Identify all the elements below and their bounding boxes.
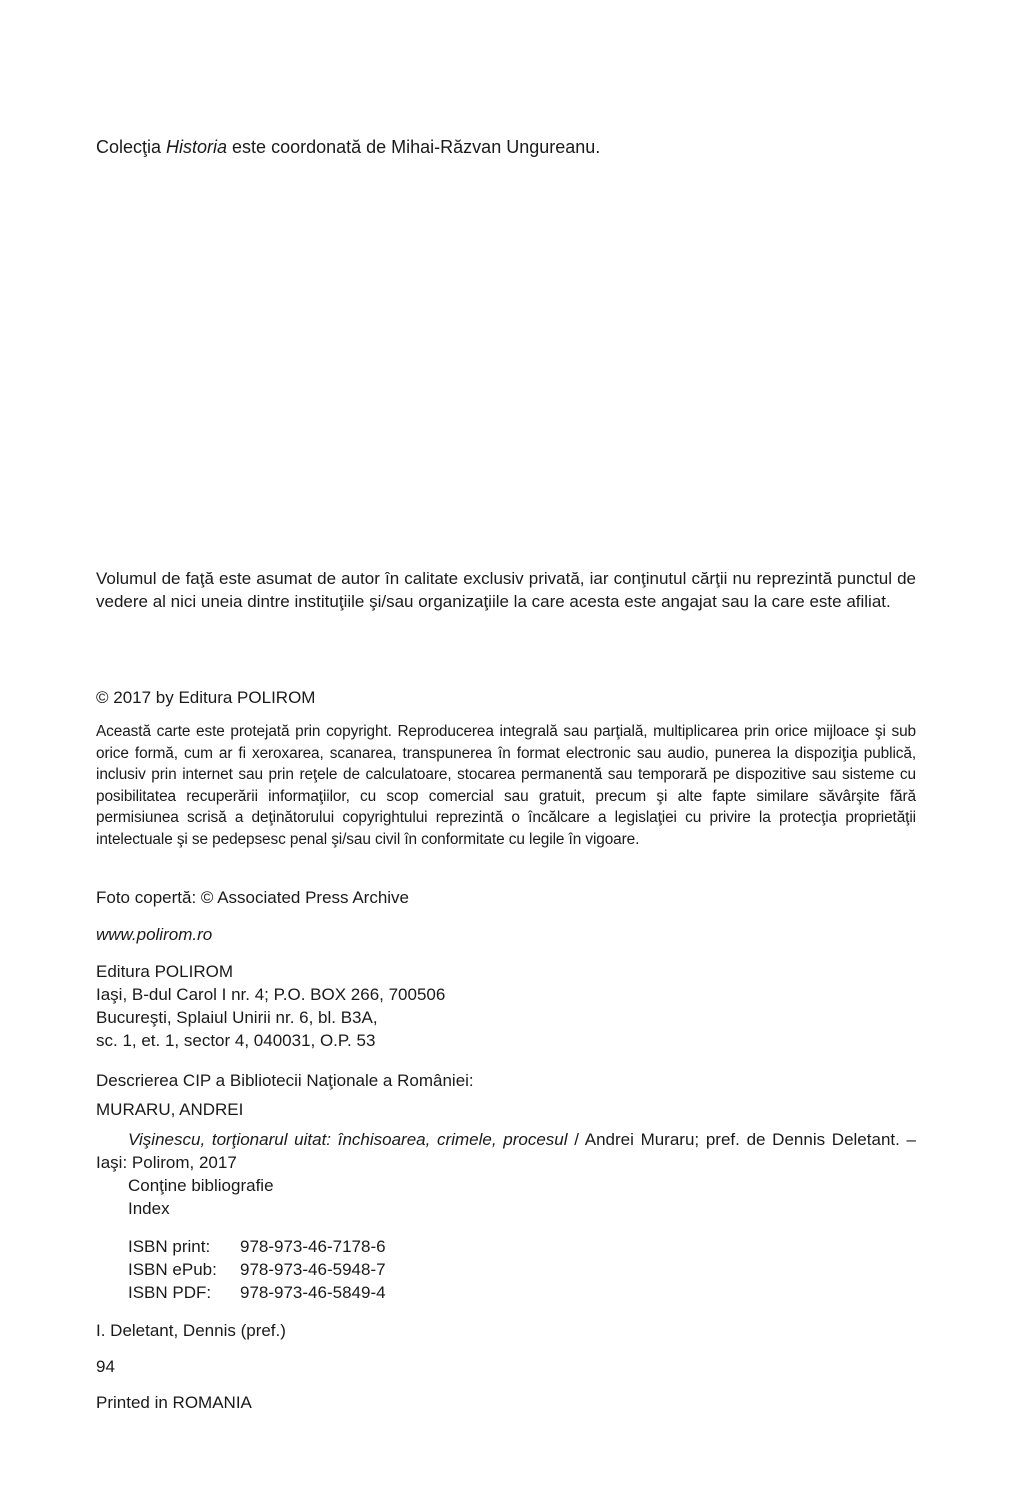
publisher-website: www.polirom.ro <box>96 925 213 944</box>
publisher-address-block <box>96 960 916 1052</box>
isbn-value: 978-973-46-5948-7 <box>240 1260 386 1279</box>
isbn-label: ISBN PDF: <box>128 1283 212 1302</box>
cip-contributor: I. Deletant, Dennis (pref.) <box>96 1321 286 1340</box>
isbn-row <box>128 1235 948 1258</box>
isbn-value: 978-973-46-5849-4 <box>240 1283 386 1302</box>
printed-in: Printed in ROMANIA <box>96 1393 252 1412</box>
collection-suffix: este coordonată de Mihai-Răzvan Ungureanu. <box>227 137 601 157</box>
cip-note: Index <box>128 1199 170 1218</box>
book-title-details: / Andrei Muraru; pref. de Dennis Deletant. – Iaşi: Polirom, 2017 <box>96 1130 916 1172</box>
cip-title-entry <box>96 1128 916 1174</box>
address-line: Bucureşti, Splaiul Unirii nr. 6, bl. B3A, <box>96 1008 378 1027</box>
cover-photo-credit: Foto copertă: © Associated Press Archive <box>96 888 410 907</box>
isbn-row <box>128 1258 948 1281</box>
cip-note: Conţine bibliografie <box>128 1176 274 1195</box>
isbn-label: ISBN ePub: <box>128 1260 217 1279</box>
copyright-line: © 2017 by Editura POLIROM <box>96 688 316 707</box>
publisher-name: Editura POLIROM <box>96 962 233 981</box>
cip-notes <box>96 1174 948 1220</box>
disclaimer-paragraph: Volumul de faţă este asumat de autor în calitate exclusiv privată, iar conţinutul cărţii nu reprezintă punctul de vedere al nici uneia dintre instituţiile şi/sau organizaţiile la care acesta este angajat sau la care este afiliat. <box>96 569 916 611</box>
address-line: Iaşi, B-dul Carol I nr. 4; P.O. BOX 266, 700506 <box>96 985 446 1004</box>
isbn-row <box>128 1281 948 1304</box>
cip-author: MURARU, ANDREI <box>96 1100 244 1119</box>
collection-line <box>96 136 916 159</box>
isbn-label: ISBN print: <box>128 1237 211 1256</box>
cip-heading: Descrierea CIP a Bibliotecii Naţionale a României: <box>96 1071 474 1090</box>
copyright-notice: Această carte este protejată prin copyright. Reproducerea integrală sau parţială, multiplicarea prin orice mijloace şi sub orice formă, cum ar fi xeroxarea, scanarea, transpunerea în format electronic sau audio, punerea la dispoziţia publică, inclusiv prin internet sau prin reţele de calculatoare, stocarea permanentă sau temporară pe dispozitive sau sisteme cu posibilitatea recuperării informaţiilor, cu scop comercial sau gratuit, precum şi alte fapte similare săvârşite fără permisiunea scrisă a deţinătorului copyrightului reprezintă o încălcare a legislaţiei cu privire la protecţia proprietăţii intelectuale şi se pedepsesc penal şi/sau civil în conformitate cu legile în vigoare. <box>96 723 916 848</box>
collection-name: Historia <box>166 137 228 157</box>
book-title: Vişinescu, torţionarul uitat: închisoarea, crimele, procesul <box>128 1130 568 1149</box>
isbn-list <box>96 1235 948 1304</box>
cip-classification: 94 <box>96 1357 115 1376</box>
collection-prefix: Colecţia <box>96 137 167 157</box>
address-line: sc. 1, et. 1, sector 4, 040031, O.P. 53 <box>96 1031 376 1050</box>
isbn-value: 978-973-46-7178-6 <box>240 1237 386 1256</box>
